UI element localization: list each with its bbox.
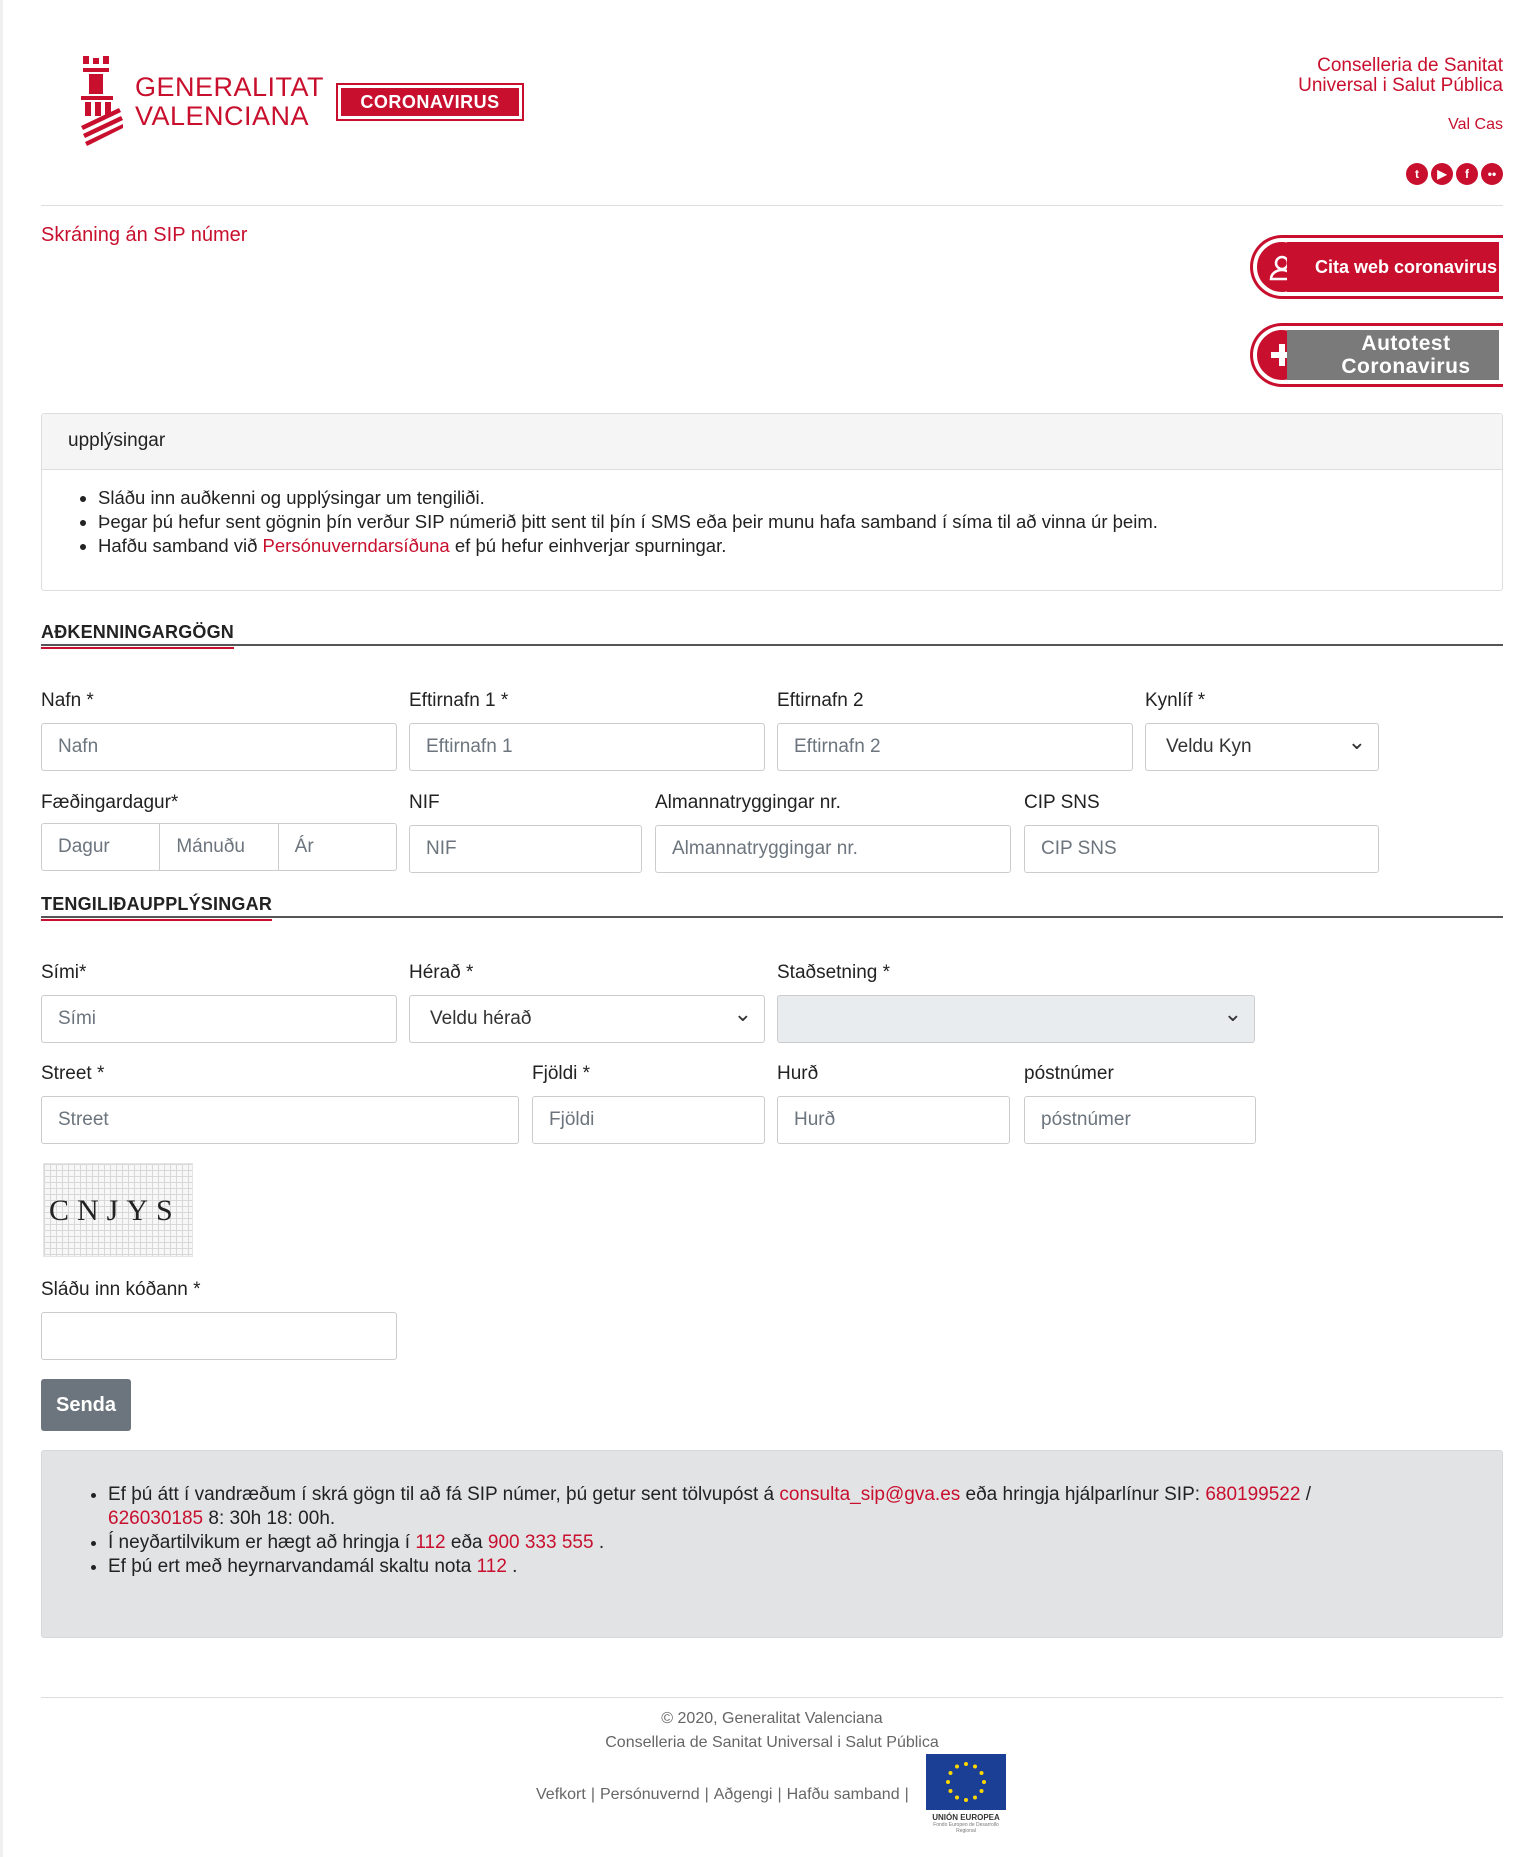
street-label: Street *: [41, 1063, 105, 1084]
conselleria-title[interactable]: [1298, 56, 1503, 96]
info-item-3: • Hafðu samband við Persónuverndarsíðuna ef þú hefur einhverjar spurningar.: [98, 534, 1474, 558]
info-card-title: upplýsingar: [42, 414, 1502, 470]
surname1-input[interactable]: Eftirnafn 1: [409, 723, 765, 771]
nif-input[interactable]: NIF: [409, 825, 642, 873]
door-input[interactable]: Hurð: [777, 1096, 1010, 1144]
coronavirus-banner[interactable]: [336, 83, 524, 121]
cita-web-coronavirus-button[interactable]: [1250, 235, 1503, 299]
birthdate-label: Fæðingardagur*: [41, 792, 179, 813]
first-name-input[interactable]: Nafn: [41, 723, 397, 771]
info-item-2: • Þegar þú hefur sent gögnin þín verður SIP númerið þitt sent til þín í SMS eða þeir munu hafa samband í síma til að vinna úr þeim.: [98, 510, 1474, 534]
facebook-icon[interactable]: f: [1456, 163, 1478, 185]
privacy-page-link[interactable]: Persónuverndarsíðuna: [262, 535, 450, 556]
twitter-icon[interactable]: t: [1406, 163, 1428, 185]
coronavirus-label: CORONAVIRUS: [341, 88, 519, 116]
autotest-line1: Autotest: [1361, 332, 1451, 355]
sex-select[interactable]: Veldu Kyn ⌄: [1145, 723, 1379, 771]
info-card: [41, 413, 1503, 591]
social-security-input[interactable]: Almannatryggingar nr.: [655, 825, 1011, 873]
first-name-label: Nafn *: [41, 690, 94, 711]
social-security-label: Almannatryggingar nr.: [655, 792, 841, 813]
eu-logo: [926, 1754, 1006, 1834]
autotest-label: [1287, 330, 1499, 380]
eu-caption: UNIÓN EUROPEA: [932, 1813, 1000, 1822]
cita-web-label: Cita web coronavirus: [1287, 242, 1499, 292]
captcha-label: Sláðu inn kóðann *: [41, 1279, 201, 1300]
valcas-link[interactable]: Val Cas: [1448, 116, 1503, 133]
contact-section-title: TENGILIÐAUPPLÝSINGAR: [41, 894, 272, 915]
province-label: Hérað *: [409, 962, 474, 983]
info-item-1: • Sláðu inn auðkenni og upplýsingar um tengiliði.: [98, 486, 1474, 510]
brand-line1: GENERALITAT: [135, 72, 325, 102]
help-item-1: • Ef þú átt í vandræðum í skrá gögn til að fá SIP númer, þú getur sent tölvupóst á consulta_sip@gva.es eða hringja hjálparlínur SIP: 680199522 / 626030185 8: 30h 18: 00h.: [108, 1483, 1462, 1531]
footer-org: Conselleria de Sanitat Universal i Salut Pública: [605, 1734, 939, 1751]
birth-year-input[interactable]: Ár: [294, 836, 314, 857]
cip-sns-label: CIP SNS: [1024, 792, 1100, 813]
emergency-112-link[interactable]: 112: [415, 1532, 446, 1553]
footer-link-contact[interactable]: Hafðu samband: [786, 1786, 900, 1803]
generalitat-logo[interactable]: [79, 56, 324, 148]
footer-link-sitemap[interactable]: Vefkort: [536, 1786, 586, 1803]
captcha-image: CNJYS: [43, 1163, 193, 1257]
footer-link-accessibility[interactable]: Aðgengi: [713, 1786, 773, 1803]
phone1-link[interactable]: 680199522: [1205, 1484, 1301, 1505]
identity-section-line: [41, 644, 1503, 646]
autotest-coronavirus-button[interactable]: [1250, 323, 1503, 387]
social-links: [1406, 163, 1503, 185]
help-list: [108, 1483, 1462, 1579]
youtube-icon[interactable]: ▶: [1431, 163, 1453, 185]
surname2-input[interactable]: Eftirnafn 2: [777, 723, 1133, 771]
phone2-link[interactable]: 626030185: [108, 1508, 204, 1529]
birth-day-input[interactable]: Dagur: [42, 824, 160, 870]
eu-subcaption: Fondo Europeo de Desarrollo Regional: [933, 1822, 999, 1834]
contact-section-line: [41, 916, 1503, 918]
page-title: Skráning án SIP númer: [41, 224, 248, 246]
footer-copyright: © 2020, Generalitat Valenciana: [661, 1710, 883, 1727]
captcha-input[interactable]: [41, 1312, 397, 1360]
footer-divider: [41, 1697, 1503, 1698]
send-button[interactable]: Senda: [41, 1379, 131, 1431]
autotest-line2: Coronavirus: [1341, 355, 1471, 378]
door-label: Hurð: [777, 1063, 819, 1084]
help-item-3: • Ef þú ert með heyrnarvandamál skaltu nota 112 .: [108, 1555, 1462, 1579]
birthdate-group: [41, 823, 397, 871]
help-item-2: • Í neyðartilvikum er hægt að hringja í 112 eða 900 333 555 .: [108, 1531, 1462, 1555]
flickr-icon[interactable]: ••: [1481, 163, 1503, 185]
header: [41, 50, 1503, 200]
left-edge: [0, 0, 3, 1857]
phone-input[interactable]: Sími: [41, 995, 397, 1043]
location-select[interactable]: [777, 995, 1255, 1043]
eu-flag-icon: [926, 1754, 1006, 1810]
postcode-label: póstnúmer: [1024, 1063, 1114, 1084]
sex-label: Kynlíf *: [1145, 690, 1206, 711]
brand-line2: VALENCIANA: [135, 101, 310, 131]
phone-label: Sími*: [41, 962, 87, 983]
street-input[interactable]: Street: [41, 1096, 519, 1144]
province-select[interactable]: Veldu hérað ⌄: [409, 995, 765, 1043]
info-list: [98, 486, 1474, 558]
conselleria-line1: Conselleria de Sanitat: [1317, 55, 1503, 76]
emergency-900-link[interactable]: 900 333 555: [487, 1532, 594, 1553]
identity-section-title: AÐKENNINGARGÖGN: [41, 622, 234, 643]
birth-month-input[interactable]: Mánuðu: [160, 824, 278, 870]
email-link[interactable]: consulta_sip@gva.es: [779, 1484, 961, 1505]
hearing-112-link[interactable]: 112: [476, 1556, 507, 1577]
conselleria-line2: Universal i Salut Pública: [1298, 75, 1503, 96]
footer-links: Vefkort | Persónuvernd | Aðgengi | Hafðu samband |: [536, 1786, 909, 1803]
help-box: [41, 1450, 1503, 1638]
postcode-input[interactable]: póstnúmer: [1024, 1096, 1256, 1144]
header-divider: [41, 205, 1503, 206]
footer-link-privacy[interactable]: Persónuvernd: [599, 1786, 700, 1803]
number-input[interactable]: Fjöldi: [532, 1096, 765, 1144]
cip-sns-input[interactable]: CIP SNS: [1024, 825, 1379, 873]
number-label: Fjöldi *: [532, 1063, 591, 1084]
location-label: Staðsetning *: [777, 962, 891, 983]
nif-label: NIF: [409, 792, 440, 813]
generalitat-emblem-icon: [79, 56, 123, 148]
surname2-label: Eftirnafn 2: [777, 690, 864, 711]
surname1-label: Eftirnafn 1 *: [409, 690, 509, 711]
